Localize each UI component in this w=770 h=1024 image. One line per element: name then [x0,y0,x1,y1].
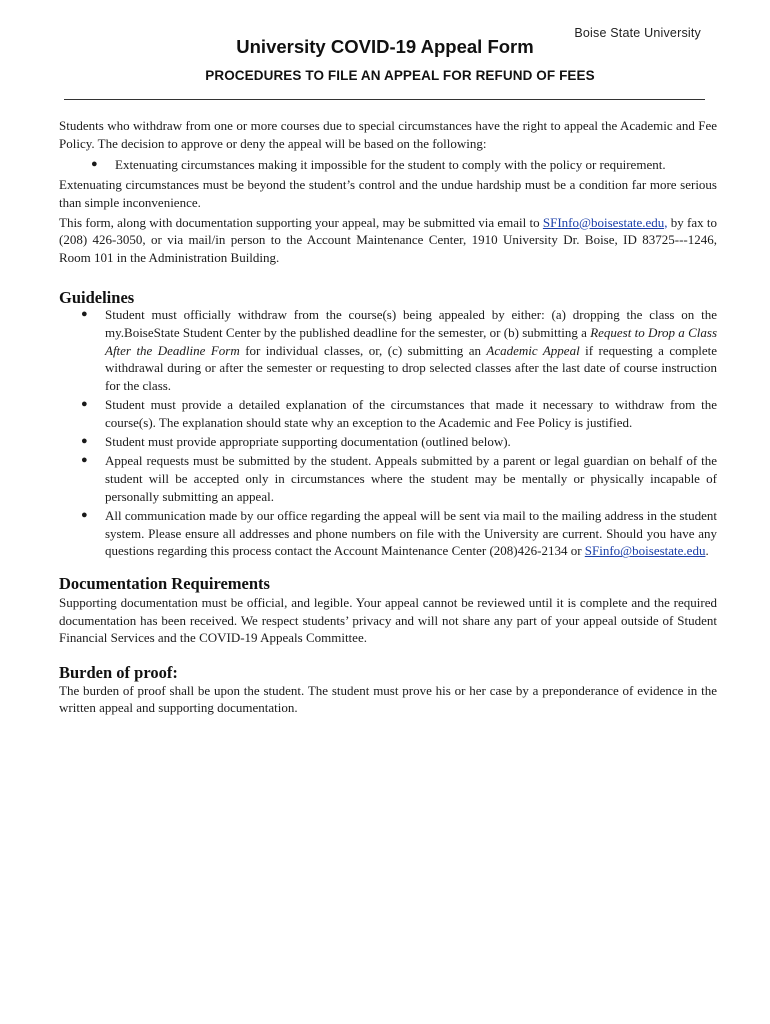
submission-text-start: This form, along with documentation supporting your appeal, may be submitted via email to [59,214,543,230]
sfinfo-email-link[interactable]: SFinfo@boisestate.edu [584,543,706,559]
bullet-icon: ● [81,435,88,448]
guideline-text: for individual classes, or, (c) submitting an [239,342,487,358]
guideline-text: Student must officially withdraw from the course(s) being appealed by either: (a) dropping the class on the my.BoiseState Student Center by the published deadline for the semester, or (b) submitting a [105,307,717,341]
extenuating-paragraph: Extenuating circumstances must be beyond the student’s control and the undue hardship must be a condition far more serious than simple inconvenience. [59,177,717,210]
form-name: Academic Appeal [486,342,580,358]
list-item [81,433,717,451]
list-item [81,452,717,505]
submission-text-end: by fax to (208) 426-3050, or via mail/in person to the Account Maintenance Center, 1910 University Dr. Boise, ID 83725---1246, Room 101 in the Administration Building. [59,214,717,265]
burden-heading: Burden of proof: [59,662,178,682]
bullet-icon: ● [81,308,88,321]
bullet-icon: ● [81,509,88,522]
criteria-text: Extenuating circumstances making it impossible for the student to comply with the policy or requirement. [115,157,666,173]
documentation-heading: Documentation Requirements [59,574,270,594]
guidelines-list [59,306,717,560]
form-subtitle: PROCEDURES TO FILE AN APPEAL FOR REFUND OF FEES [205,68,595,83]
submission-paragraph [59,214,717,267]
header-divider [64,99,705,100]
guideline-text: Student must provide appropriate supporting documentation (outlined below). [105,434,511,450]
list-item [91,156,717,174]
guideline-text: Student must provide a detailed explanation of the circumstances that made it necessary to withdraw from the course(s). The explanation should state why an exception to the Academic and Fee Policy is justified. [105,397,717,431]
guideline-text: Appeal requests must be submitted by the student. Appeals submitted by a parent or legal guardian on behalf of the student will be accepted only in circumstances where the student may be mentally or physically incapable of personally submitting an appeal. [105,453,717,504]
university-name: Boise State University [574,26,701,40]
intro-criteria-list [59,156,717,174]
intro-paragraph: Students who withdraw from one or more courses due to special circumstances have the right to appeal the Academic and Fee Policy. The decision to approve or deny the appeal will be based on the following: [59,118,717,151]
guideline-text: . [705,543,709,559]
guideline-text: if requesting a complete withdrawal during or after the semester or requesting to drop selected classes after the last date of course instruction for the class. [105,342,717,394]
bullet-icon: ● [81,398,88,411]
bullet-icon: ● [81,454,88,467]
list-item [81,306,718,395]
list-item [81,396,717,431]
guidelines-heading: Guidelines [59,287,135,307]
form-title: University COVID-19 Appeal Form [236,36,534,57]
form-name: Request to Drop a Class After the Deadline Form [105,325,718,358]
bullet-icon: ● [91,158,98,171]
documentation-paragraph: Supporting documentation must be official, and legible. Your appeal cannot be reviewed until it is complete and the required documentation has been received. We respect students’ privacy and will not share any part of your appeal outside of Student Financial Services and the COVID-19 Appeals Committee. [59,594,717,646]
document-body [59,117,717,719]
burden-paragraph: The burden of proof shall be upon the student. The student must prove his or her case by a preponderance of evidence in the written appeal and supporting documentation. [59,682,717,716]
guideline-text: All communication made by our office regarding the appeal will be sent via mail to the mailing address in the student system. Please ensure all addresses and phone numbers on file with the University are current. Should you have any questions regarding this process contact the Account Maintenance Center (208)426-2134 or [105,508,717,559]
list-item [81,507,717,560]
sfinfo-email-link[interactable]: SFInfo@boisestate.edu, [542,214,668,230]
